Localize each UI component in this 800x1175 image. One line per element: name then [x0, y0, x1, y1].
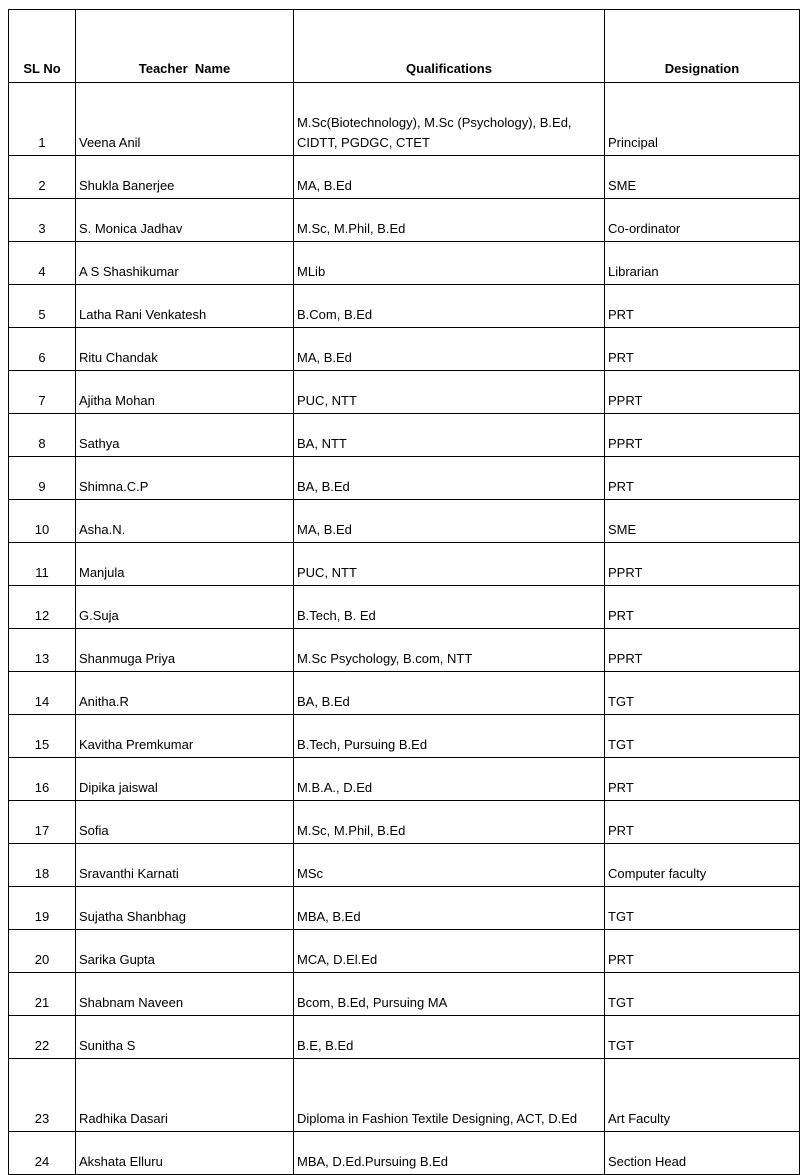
- header-qualifications: Qualifications: [294, 10, 605, 83]
- cell-sl-no: 19: [9, 887, 76, 930]
- table-row: [9, 973, 800, 1016]
- cell-qualifications: MA, B.Ed: [294, 328, 605, 371]
- cell-qualifications: B.E, B.Ed: [294, 1016, 605, 1059]
- cell-designation: PRT: [605, 801, 800, 844]
- cell-teacher-name: Kavitha Premkumar: [76, 715, 294, 758]
- cell-teacher-name: Manjula: [76, 543, 294, 586]
- cell-qualifications: B.Tech, Pursuing B.Ed: [294, 715, 605, 758]
- table-row: [9, 83, 800, 156]
- cell-sl-no: 18: [9, 844, 76, 887]
- cell-designation: TGT: [605, 887, 800, 930]
- cell-teacher-name: S. Monica Jadhav: [76, 199, 294, 242]
- cell-qualifications: Bcom, B.Ed, Pursuing MA: [294, 973, 605, 1016]
- cell-teacher-name: Akshata Elluru: [76, 1132, 294, 1175]
- cell-designation: Computer faculty: [605, 844, 800, 887]
- cell-sl-no: 17: [9, 801, 76, 844]
- cell-teacher-name: Shukla Banerjee: [76, 156, 294, 199]
- table-row: [9, 500, 800, 543]
- cell-qualifications: BA, NTT: [294, 414, 605, 457]
- cell-sl-no: 8: [9, 414, 76, 457]
- table-row: [9, 414, 800, 457]
- cell-teacher-name: Ajitha Mohan: [76, 371, 294, 414]
- cell-sl-no: 21: [9, 973, 76, 1016]
- cell-qualifications: MSc: [294, 844, 605, 887]
- cell-qualifications: M.Sc Psychology, B.com, NTT: [294, 629, 605, 672]
- cell-teacher-name: Shimna.C.P: [76, 457, 294, 500]
- cell-qualifications: MBA, D.Ed.Pursuing B.Ed: [294, 1132, 605, 1175]
- cell-sl-no: 9: [9, 457, 76, 500]
- cell-qualifications: PUC, NTT: [294, 543, 605, 586]
- header-designation: Designation: [605, 10, 800, 83]
- cell-sl-no: 10: [9, 500, 76, 543]
- cell-sl-no: 24: [9, 1132, 76, 1175]
- table-body: [9, 83, 800, 1175]
- table-row: [9, 887, 800, 930]
- cell-teacher-name: Ritu Chandak: [76, 328, 294, 371]
- cell-designation: TGT: [605, 672, 800, 715]
- cell-qualifications: MA, B.Ed: [294, 500, 605, 543]
- cell-qualifications: M.Sc, M.Phil, B.Ed: [294, 801, 605, 844]
- cell-teacher-name: Sofia: [76, 801, 294, 844]
- cell-teacher-name: Anitha.R: [76, 672, 294, 715]
- cell-sl-no: 15: [9, 715, 76, 758]
- table-row: [9, 1132, 800, 1175]
- cell-teacher-name: G.Suja: [76, 586, 294, 629]
- cell-sl-no: 11: [9, 543, 76, 586]
- cell-teacher-name: Radhika Dasari: [76, 1059, 294, 1132]
- cell-qualifications: M.B.A., D.Ed: [294, 758, 605, 801]
- cell-designation: PRT: [605, 457, 800, 500]
- table-row: [9, 328, 800, 371]
- cell-qualifications: MA, B.Ed: [294, 156, 605, 199]
- cell-designation: PRT: [605, 930, 800, 973]
- cell-designation: Principal: [605, 83, 800, 156]
- cell-sl-no: 5: [9, 285, 76, 328]
- cell-teacher-name: Shanmuga Priya: [76, 629, 294, 672]
- table-row: [9, 844, 800, 887]
- cell-sl-no: 2: [9, 156, 76, 199]
- cell-sl-no: 20: [9, 930, 76, 973]
- table-row: [9, 801, 800, 844]
- cell-teacher-name: Sravanthi Karnati: [76, 844, 294, 887]
- cell-teacher-name: Sarika Gupta: [76, 930, 294, 973]
- table-row: [9, 199, 800, 242]
- cell-designation: Co-ordinator: [605, 199, 800, 242]
- cell-teacher-name: Latha Rani Venkatesh: [76, 285, 294, 328]
- cell-teacher-name: Shabnam Naveen: [76, 973, 294, 1016]
- table-row: [9, 1059, 800, 1132]
- cell-teacher-name: A S Shashikumar: [76, 242, 294, 285]
- cell-sl-no: 4: [9, 242, 76, 285]
- cell-designation: PPRT: [605, 629, 800, 672]
- cell-sl-no: 3: [9, 199, 76, 242]
- header-teacher-name: Teacher Name: [76, 10, 294, 83]
- cell-sl-no: 13: [9, 629, 76, 672]
- cell-designation: TGT: [605, 715, 800, 758]
- cell-qualifications: Diploma in Fashion Textile Designing, ACT, D.Ed: [294, 1059, 605, 1132]
- cell-teacher-name: Dipika jaiswal: [76, 758, 294, 801]
- cell-designation: PPRT: [605, 371, 800, 414]
- cell-teacher-name: Veena Anil: [76, 83, 294, 156]
- cell-teacher-name: Sathya: [76, 414, 294, 457]
- cell-sl-no: 22: [9, 1016, 76, 1059]
- table-row: [9, 672, 800, 715]
- cell-designation: SME: [605, 156, 800, 199]
- table-row: [9, 285, 800, 328]
- cell-qualifications: M.Sc(Biotechnology), M.Sc (Psychology), B.Ed, CIDTT, PGDGC, CTET: [294, 83, 605, 156]
- cell-designation: PRT: [605, 328, 800, 371]
- cell-qualifications: MBA, B.Ed: [294, 887, 605, 930]
- cell-sl-no: 23: [9, 1059, 76, 1132]
- cell-designation: Art Faculty: [605, 1059, 800, 1132]
- cell-sl-no: 12: [9, 586, 76, 629]
- table-row: [9, 715, 800, 758]
- cell-designation: PPRT: [605, 543, 800, 586]
- cell-qualifications: MLib: [294, 242, 605, 285]
- cell-qualifications: M.Sc, M.Phil, B.Ed: [294, 199, 605, 242]
- cell-teacher-name: Sujatha Shanbhag: [76, 887, 294, 930]
- table-row: [9, 930, 800, 973]
- cell-teacher-name: Asha.N.: [76, 500, 294, 543]
- table-row: [9, 586, 800, 629]
- cell-designation: TGT: [605, 1016, 800, 1059]
- header-row: [9, 10, 800, 83]
- cell-designation: TGT: [605, 973, 800, 1016]
- cell-teacher-name: Sunitha S: [76, 1016, 294, 1059]
- table-row: [9, 543, 800, 586]
- cell-designation: PRT: [605, 586, 800, 629]
- table-row: [9, 242, 800, 285]
- table-row: [9, 758, 800, 801]
- cell-sl-no: 14: [9, 672, 76, 715]
- header-sl-no: SL No: [9, 10, 76, 83]
- cell-designation: PPRT: [605, 414, 800, 457]
- cell-qualifications: BA, B.Ed: [294, 457, 605, 500]
- cell-designation: PRT: [605, 758, 800, 801]
- cell-designation: PRT: [605, 285, 800, 328]
- table-row: [9, 457, 800, 500]
- cell-qualifications: BA, B.Ed: [294, 672, 605, 715]
- cell-sl-no: 1: [9, 83, 76, 156]
- table-row: [9, 156, 800, 199]
- table-row: [9, 629, 800, 672]
- cell-designation: Section Head: [605, 1132, 800, 1175]
- staff-table: [8, 9, 800, 1175]
- cell-designation: SME: [605, 500, 800, 543]
- cell-sl-no: 16: [9, 758, 76, 801]
- cell-qualifications: B.Com, B.Ed: [294, 285, 605, 328]
- cell-sl-no: 6: [9, 328, 76, 371]
- cell-qualifications: B.Tech, B. Ed: [294, 586, 605, 629]
- cell-qualifications: MCA, D.El.Ed: [294, 930, 605, 973]
- cell-sl-no: 7: [9, 371, 76, 414]
- cell-qualifications: PUC, NTT: [294, 371, 605, 414]
- cell-designation: Librarian: [605, 242, 800, 285]
- table-row: [9, 1016, 800, 1059]
- table-row: [9, 371, 800, 414]
